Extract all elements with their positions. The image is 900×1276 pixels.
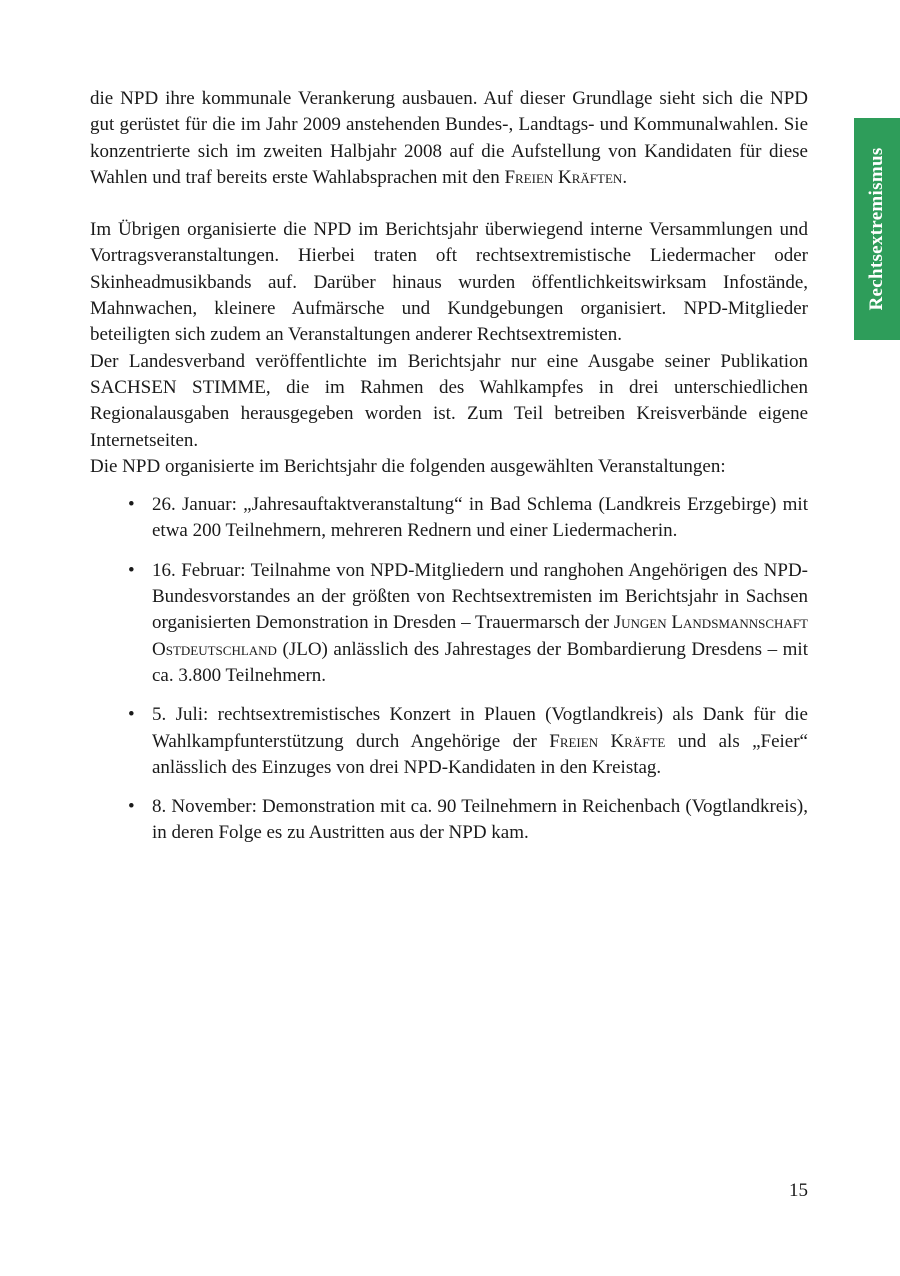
bullet-icon: • (128, 494, 135, 516)
bullet-icon: • (128, 704, 135, 726)
intro-paragraph (90, 86, 808, 191)
event-text: 16. Februar: Teilnahme von NPD-Mitgliedern und ranghohen Angehörigen des NPD-Bundesvorstandes an der größten von Rechtsextremisten im Berichtsjahr in Sachsen organisierten Demonstration in Dresden – Trauermarsch der (152, 559, 808, 634)
paragraph-list-intro: Die NPD organisierte im Berichtsjahr die folgenden ausgewählten Veranstaltungen: (90, 455, 726, 477)
event-text: 8. November: Demonstration mit ca. 90 Teilnehmern in Reichenbach (Vogtlandkreis), in deren Folge es zu Austritten aus der NPD kam. (152, 796, 808, 844)
event-list (90, 492, 808, 847)
page-number: 15 (789, 1180, 808, 1201)
bullet-icon: • (128, 796, 135, 818)
paragraph-gap (90, 191, 808, 217)
bullet-icon: • (128, 559, 135, 581)
event-org-name: Jungen Landsmannschaft Ostdeutschland (152, 612, 808, 660)
intro-org-name: Freien Kräften (504, 166, 623, 188)
paragraph-publication: Der Landesverband veröffentlichte im Berichtsjahr nur eine Ausgabe seiner Publikation SACHSEN STIMME, die im Rahmen des Wahlkampfes in drei unterschiedlichen Regionalausgaben herausgegeben worden ist. Zum Teil betreiben Kreisverbände eigene Internetseiten. (90, 350, 808, 451)
section-tab-label: Rechtsextremismus (866, 147, 887, 311)
section-tab (854, 118, 900, 340)
list-item (90, 794, 808, 847)
event-text: 26. Januar: „Jahresauftaktveranstaltung“ in Bad Schlema (Landkreis Erzgebirge) mit etwa 200 Teilnehmern, mehreren Rednern und einer Liedermacherin. (152, 494, 808, 542)
list-item (90, 558, 808, 689)
paragraph-events-overview: Im Übrigen organisierte die NPD im Berichtsjahr überwiegend interne Versammlungen und Vortragsveranstaltungen. Hierbei traten oft rechtsextremistische Liedermacher oder Skinheadmusikbands auf. Darüber hinaus wurden öffentlichkeitswirksam Infostände, Mahnwachen, kleinere Aufmärsche und Kundgebungen organisiert. NPD-Mitglieder beteiligten sich zudem an Veranstaltungen anderer Rechtsextremisten. (90, 219, 808, 346)
intro-end: . (622, 166, 628, 188)
body-text (90, 86, 808, 860)
intro-text: die NPD ihre kommunale Verankerung ausbauen. Auf dieser Grundlage sieht sich die NPD gut gerüstet für die im Jahr 2009 anstehenden Bundes-, Landtags- und Kommunalwahlen. Sie konzentrierte sich im zweiten Halbjahr 2008 auf die Aufstellung von Kandidaten für diese Wahlen und traf bereits erste Wahlabsprachen mit den (90, 88, 808, 188)
event-text-end: (JLO) anlässlich des Jahrestages der Bombardierung Dresdens – mit ca. 3.800 Teilnehmern. (152, 638, 808, 686)
list-item (90, 492, 808, 545)
list-item (90, 702, 808, 781)
event-text-end: und als „Feier“ anlässlich des Einzuges von drei NPD-Kandidaten in den Kreistag. (152, 730, 808, 778)
event-text: 5. Juli: rechtsextremistisches Konzert in Plauen (Vogtlandkreis) als Dank für die Wahlkampfunterstützung durch Angehörige der (152, 704, 808, 752)
event-org-name: Freien Kräfte (549, 730, 666, 752)
